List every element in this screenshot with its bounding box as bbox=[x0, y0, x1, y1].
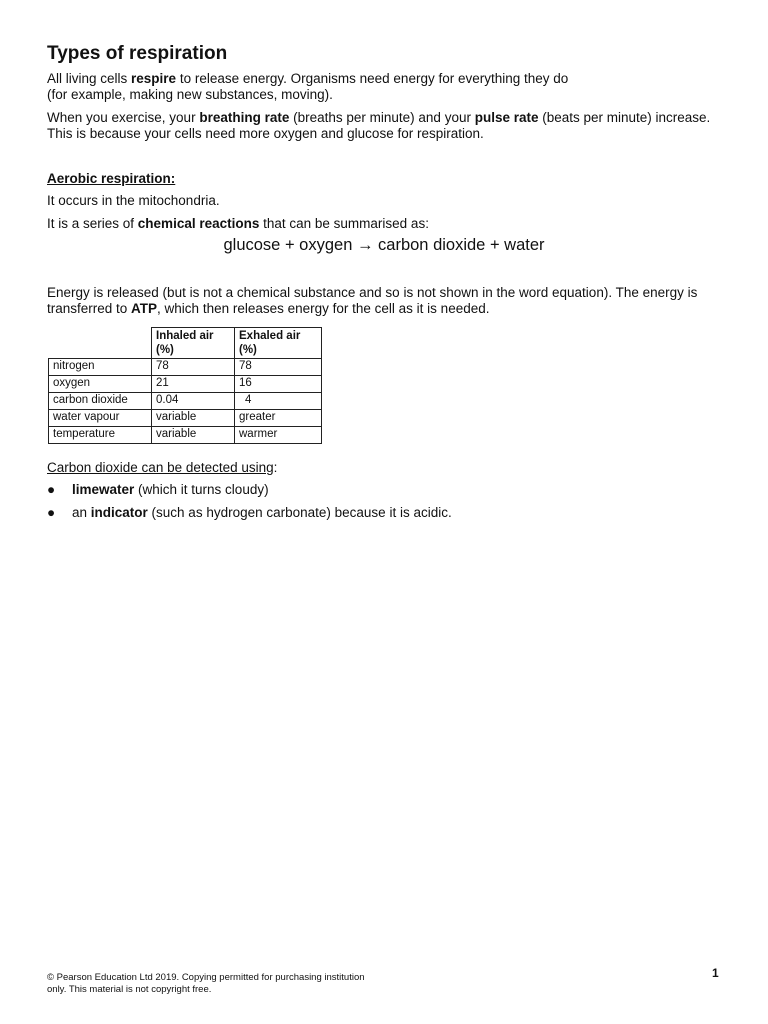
text-span: an bbox=[72, 505, 91, 520]
text-span: (breaths per minute) and your bbox=[289, 110, 475, 125]
table-row bbox=[49, 410, 322, 427]
bullet-icon: ● bbox=[47, 505, 56, 520]
list-item bbox=[47, 505, 647, 521]
page-title: Types of respiration bbox=[47, 43, 228, 64]
cell-inhaled: 78 bbox=[152, 359, 235, 376]
keyword-limewater: limewater bbox=[72, 482, 135, 497]
table-row bbox=[49, 393, 322, 410]
row-label: oxygen bbox=[49, 376, 152, 393]
intro-paragraph-1 bbox=[47, 71, 737, 103]
table-corner bbox=[49, 328, 152, 359]
cell-exhaled: 16 bbox=[235, 376, 322, 393]
air-composition-table bbox=[48, 327, 322, 444]
table-header-row bbox=[49, 328, 322, 359]
text-span: Energy is released (but is not a chemical substance and so is not shown in the word equation). The energy is transferred to bbox=[47, 285, 698, 316]
list-item-text bbox=[72, 505, 452, 521]
keyword-atp: ATP bbox=[131, 301, 158, 316]
location-sentence: It occurs in the mitochondria. bbox=[47, 193, 220, 208]
text-span: (for example, making new substances, moving). bbox=[47, 87, 333, 102]
table-row bbox=[49, 359, 322, 376]
cell-exhaled: 4 bbox=[235, 393, 322, 410]
cell-exhaled: 78 bbox=[235, 359, 322, 376]
cell-inhaled: 21 bbox=[152, 376, 235, 393]
cell-inhaled: variable bbox=[152, 427, 235, 444]
row-label: temperature bbox=[49, 427, 152, 444]
text-span: that can be summarised as: bbox=[259, 216, 429, 231]
cell-exhaled: warmer bbox=[235, 427, 322, 444]
cell-inhaled: variable bbox=[152, 410, 235, 427]
keyword-breathing-rate: breathing rate bbox=[199, 110, 290, 125]
intro-paragraph-2 bbox=[47, 110, 737, 142]
detection-intro-text: Carbon dioxide can be detected using bbox=[47, 460, 274, 475]
row-label: water vapour bbox=[49, 410, 152, 427]
list-item bbox=[47, 482, 647, 498]
detection-intro bbox=[47, 460, 277, 476]
keyword-chemical-reactions: chemical reactions bbox=[137, 216, 260, 231]
text-span: (such as hydrogen carbonate) because it is acidic. bbox=[147, 505, 452, 520]
energy-paragraph bbox=[47, 285, 737, 317]
text-span: All living cells bbox=[47, 71, 132, 86]
cell-exhaled: greater bbox=[235, 410, 322, 427]
row-label: nitrogen bbox=[49, 359, 152, 376]
list-item-text bbox=[72, 482, 269, 498]
keyword-respire: respire bbox=[131, 71, 177, 86]
text-span: : bbox=[273, 460, 278, 475]
cell-inhaled: 0.04 bbox=[152, 393, 235, 410]
bullet-icon: ● bbox=[47, 482, 56, 497]
copyright-footer: © Pearson Education Ltd 2019. Copying permitted for purchasing institution only. This material is not copyright free. bbox=[47, 972, 365, 995]
keyword-indicator: indicator bbox=[90, 505, 148, 520]
section-heading-aerobic: Aerobic respiration: bbox=[47, 171, 176, 186]
text-span: It is a series of bbox=[47, 216, 138, 231]
equation-text: glucose + oxygen → carbon dioxide + water bbox=[223, 236, 545, 254]
text-span: to release energy. Organisms need energy for everything they do bbox=[176, 71, 569, 86]
column-header-exhaled: Exhaled air (%) bbox=[235, 328, 322, 359]
column-header-inhaled: Inhaled air (%) bbox=[152, 328, 235, 359]
keyword-pulse-rate: pulse rate bbox=[474, 110, 539, 125]
text-span: , which then releases energy for the cell as it is needed. bbox=[157, 301, 490, 316]
text-span: (which it turns cloudy) bbox=[134, 482, 269, 497]
series-sentence bbox=[47, 216, 429, 232]
table-row bbox=[49, 376, 322, 393]
text-span: When you exercise, your bbox=[47, 110, 200, 125]
word-equation bbox=[0, 236, 768, 255]
row-label: carbon dioxide bbox=[49, 393, 152, 410]
text-span: (beats per minute) increase. This is because your cells need more oxygen and glucose for respiration. bbox=[47, 110, 711, 141]
page-number: 1 bbox=[712, 966, 719, 980]
table-row bbox=[49, 427, 322, 444]
